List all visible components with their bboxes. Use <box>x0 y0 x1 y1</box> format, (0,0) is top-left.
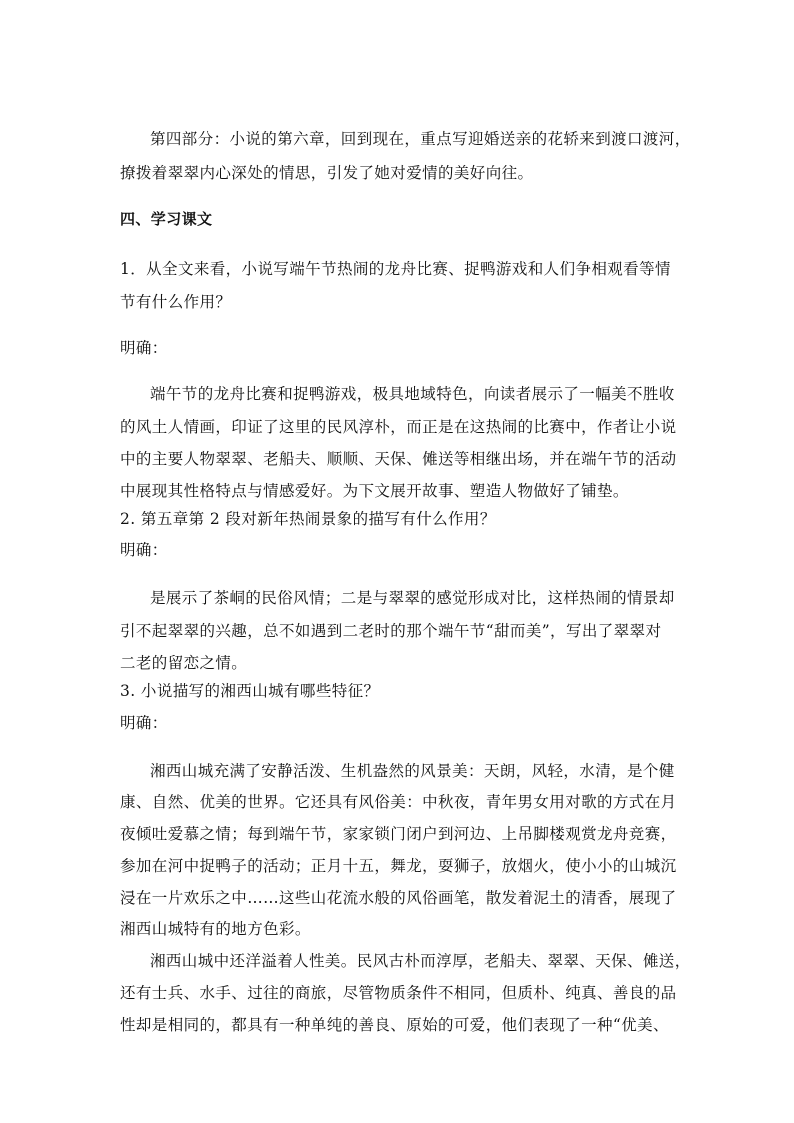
answer-3-line-4: 参加在河中捉鸭子的活动；正月十五，舞龙，耍狮子，放烟火，使小小的山城沉 <box>120 857 677 875</box>
answer-label-1: 明确： <box>120 339 168 357</box>
answer-3-line-6: 湘西山城特有的地方色彩。 <box>120 920 311 938</box>
answer-1-line-2: 的风土人情画，印证了这里的民风淳朴，而正是在这热闹的比赛中，作者让小说 <box>120 418 677 436</box>
answer-3-line-1: 湘西山城充满了安静活泼、生机盎然的风景美：天朗，风轻，水清，是个健 <box>150 762 675 780</box>
answer-3-line-9: 性却是相同的，都具有一种单纯的善良、原始的可爱，他们表现了一种“优美、 <box>120 1016 669 1034</box>
answer-3-line-2: 康、自然、优美的世界。它还具有风俗美：中秋夜，青年男女用对歌的方式在月 <box>120 793 677 811</box>
answer-1-line-3: 中的主要人物翠翠、老船夫、顺顺、天保、傩送等相继出场，并在端午节的活动 <box>120 450 677 468</box>
answer-3-line-8: 还有士兵、水手、过往的商旅，尽管物质条件不相同，但质朴、纯真、善良的品 <box>120 984 677 1002</box>
answer-label-3: 明确： <box>120 714 168 732</box>
question-2: 2. 第五章第 2 段对新年热闹景象的描写有什么作用？ <box>120 510 496 528</box>
answer-3-line-5: 浸在一片欢乐之中……这些山花流水般的风俗画笔，散发着泥土的清香，展现了 <box>120 889 677 907</box>
answer-label-2: 明确： <box>120 541 168 559</box>
question-1-line-2: 节有什么作用？ <box>120 293 232 311</box>
question-3: 3. 小说描写的湘西山城有哪些特征？ <box>120 682 380 700</box>
answer-3-line-7: 湘西山城中还洋溢着人性美。民风古朴而淳厚，老船夫、翠翠、天保、傩送， <box>150 952 691 970</box>
answer-3-line-3: 夜倾吐爱慕之情；每到端午节，家家锁门闭户到河边、上吊脚楼观赏龙舟竞赛， <box>120 825 677 843</box>
answer-1-line-1: 端午节的龙舟比赛和捉鸭游戏，极具地域特色，向读者展示了一幅美不胜收 <box>150 385 675 403</box>
question-1-line-1: 1．从全文来看，小说写端午节热闹的龙舟比赛、捉鸭游戏和人们争相观看等情 <box>120 260 671 278</box>
answer-2-line-2: 引不起翠翠的兴趣，总不如遇到二老时的那个端午节“甜而美”，写出了翠翠对 <box>120 622 662 640</box>
section-heading: 四、学习课文 <box>120 210 213 228</box>
answer-2-line-1: 是展示了茶峒的民俗风情；二是与翠翠的感觉形成对比，这样热闹的情景却 <box>150 589 675 607</box>
part4-line-2: 撩拨着翠翠内心深处的情思，引发了她对爱情的美好向往。 <box>120 164 534 182</box>
answer-2-line-3: 二老的留恋之情。 <box>120 654 248 672</box>
part4-line-1: 第四部分：小说的第六章，回到现在，重点写迎婚送亲的花轿来到渡口渡河， <box>150 130 691 148</box>
answer-1-line-4: 中展现其性格特点与情感爱好。为下文展开故事、塑造人物做好了铺垫。 <box>120 482 629 500</box>
